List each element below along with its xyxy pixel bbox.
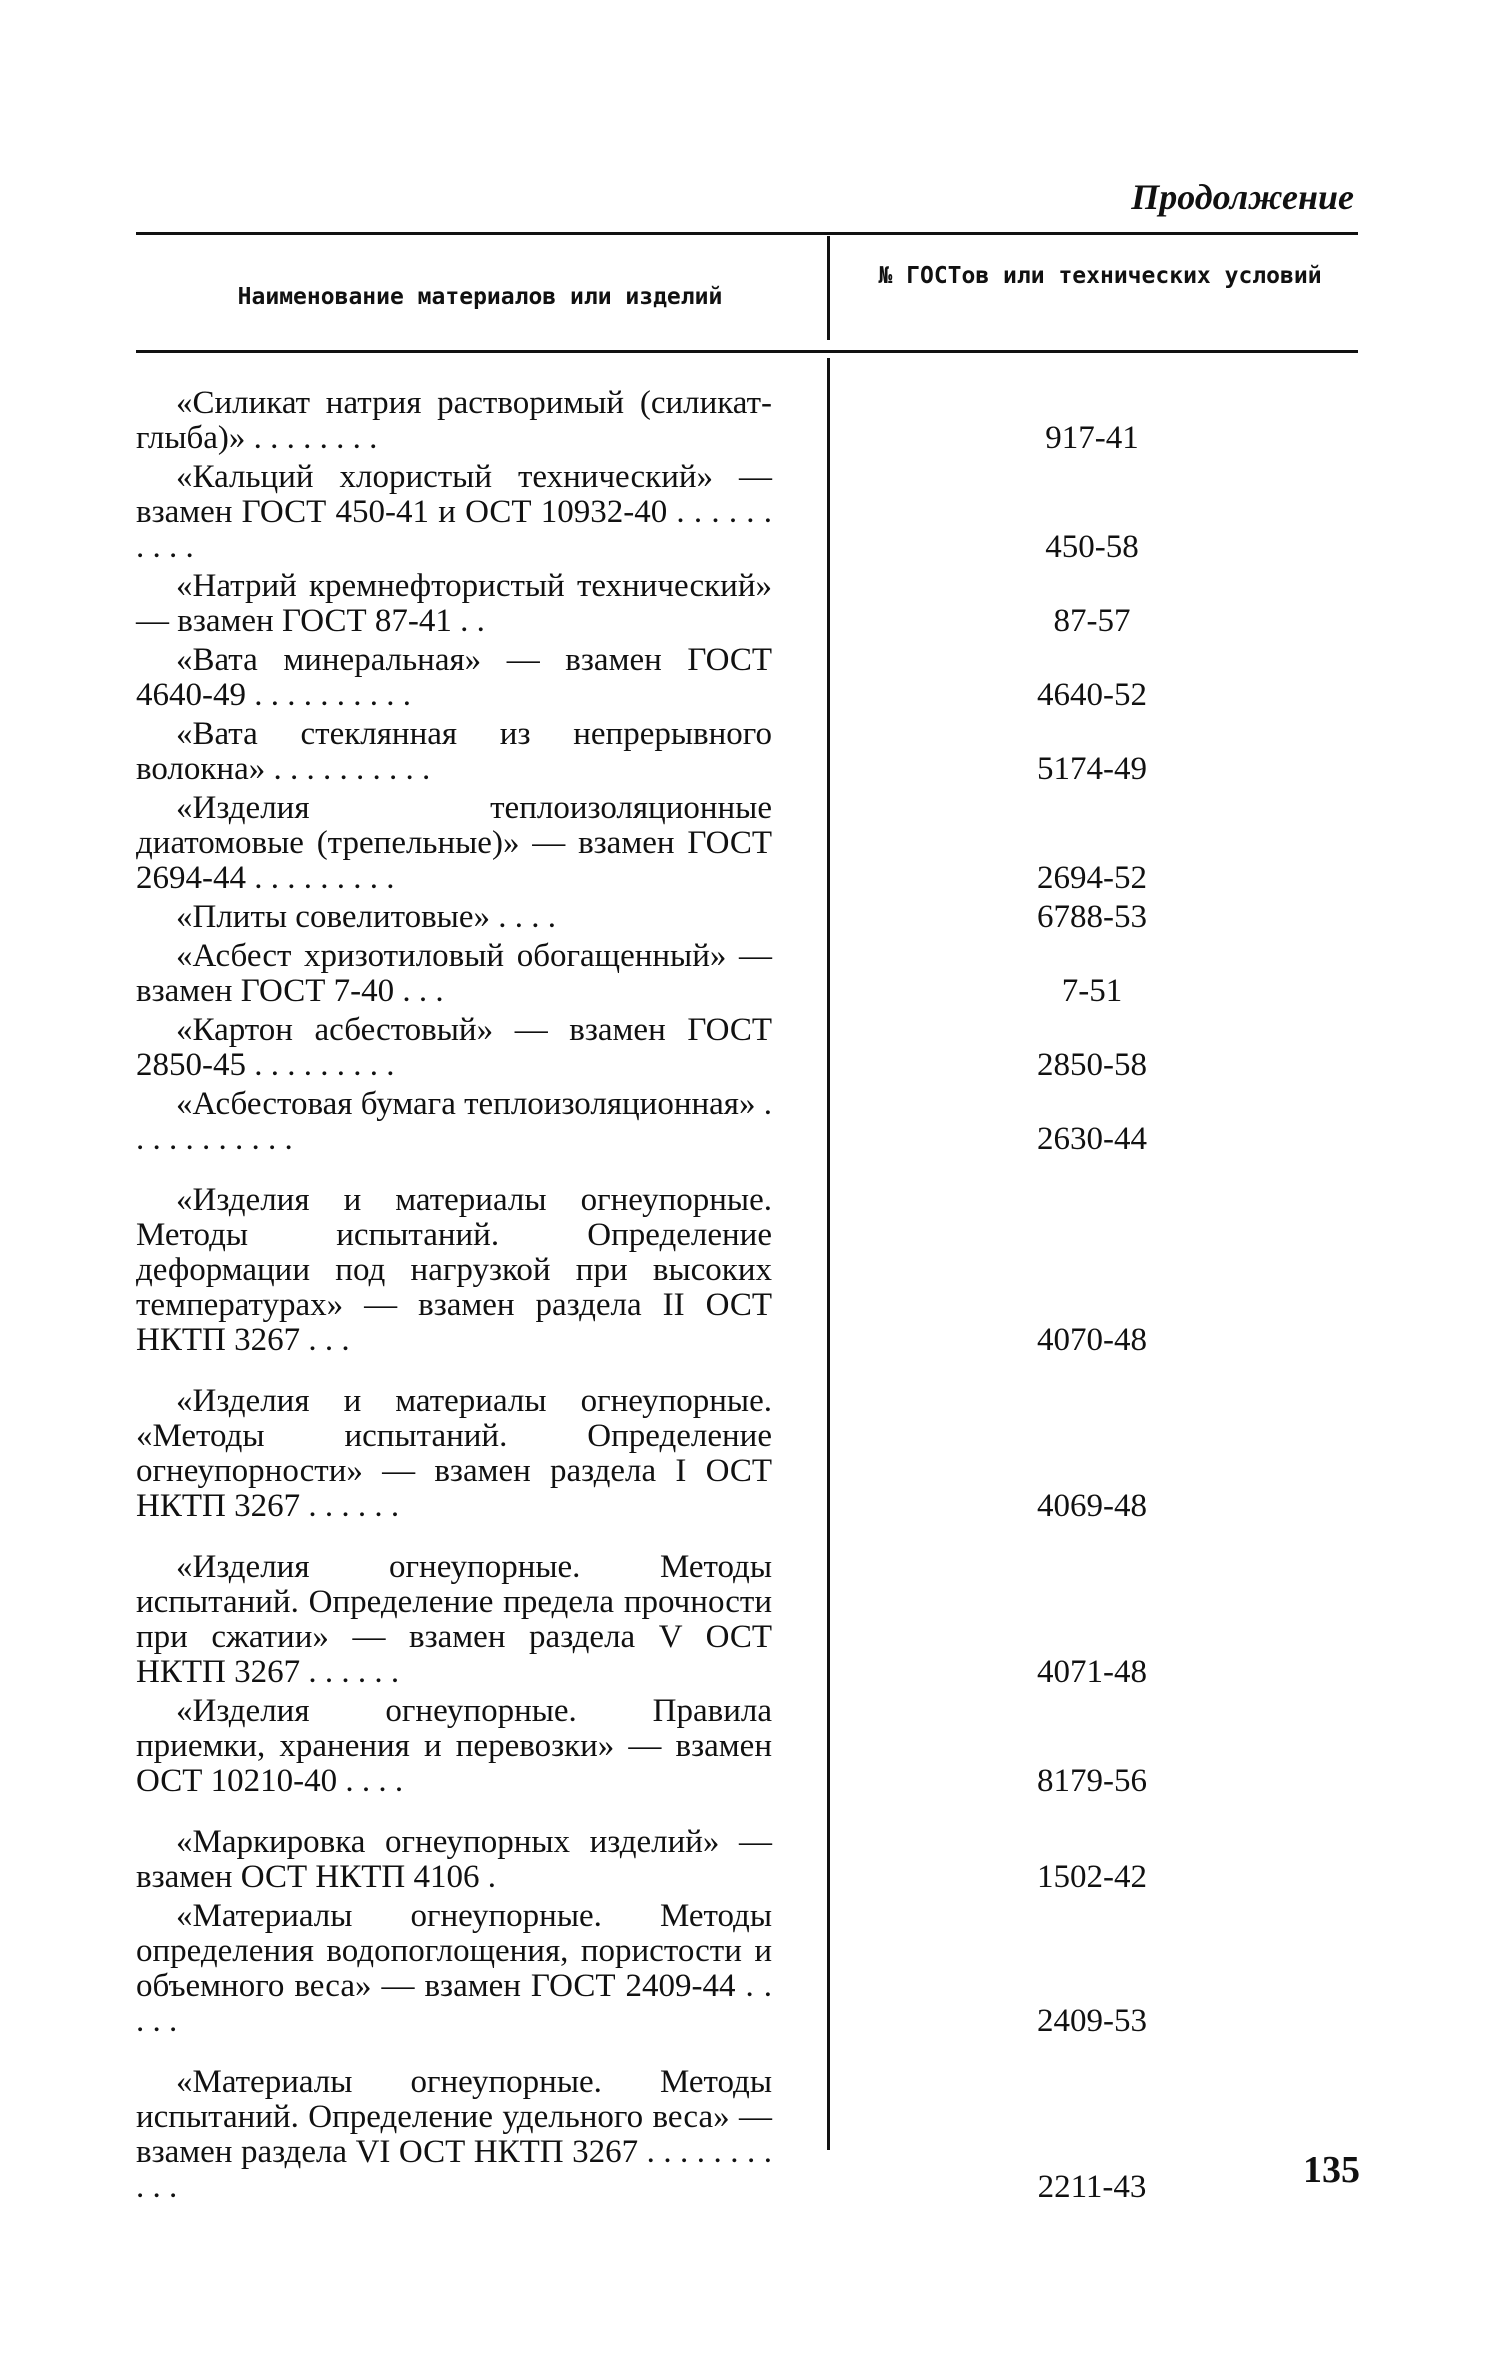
continuation-label: Продолжение bbox=[1131, 177, 1354, 217]
table-row bbox=[136, 1550, 1358, 1690]
table-row bbox=[136, 386, 1358, 456]
material-name: «Асбест хризотиловый обогащенный» — взамен ГОСТ 7-40 . . . bbox=[136, 938, 772, 1009]
gost-number: 1502-42 bbox=[1037, 1859, 1147, 1895]
gost-number: 2630-44 bbox=[1037, 1121, 1147, 1157]
material-name: «Изделия огнеупорные. Методы испытаний. Определение предела прочности при сжатии» — взамен раздела V ОСТ НКТП 3267 . . . . . . bbox=[136, 1549, 772, 1690]
table-body bbox=[136, 386, 1358, 2209]
table-row bbox=[136, 1825, 1358, 1895]
table-row bbox=[136, 460, 1358, 565]
gost-number: 4640-52 bbox=[1037, 677, 1147, 713]
table-row bbox=[136, 900, 1358, 935]
gost-number: 7-51 bbox=[1061, 973, 1123, 1009]
table-row bbox=[136, 1384, 1358, 1524]
table-row bbox=[136, 2065, 1358, 2205]
gost-number: 5174-49 bbox=[1037, 751, 1147, 787]
table-row bbox=[136, 939, 1358, 1009]
gost-number: 4069-48 bbox=[1037, 1488, 1147, 1524]
material-name: «Изделия и материалы огнеупорные. «Методы испытаний. Определение огнеупорности» — взамен раздела I ОСТ НКТП 3267 . . . . . . bbox=[136, 1383, 772, 1524]
material-name: «Вата стеклянная из непрерывного волокна» . . . . . . . . . . bbox=[136, 716, 772, 787]
material-name: «Натрий кремнефтористый технический» — взамен ГОСТ 87-41 . . bbox=[136, 568, 772, 639]
column-header-name: Наименование материалов или изделий bbox=[237, 284, 723, 310]
material-name: «Материалы огнеупорные. Методы определения водопоглощения, пористости и объемного веса» — взамен ГОСТ 2409-44 . . . . . bbox=[136, 1898, 772, 2039]
column-header-number: № ГОСТов или технических условий bbox=[878, 263, 1322, 289]
gost-number: 6788-53 bbox=[1037, 899, 1147, 935]
gost-number: 917-41 bbox=[1045, 420, 1139, 456]
material-name: «Кальций хлористый технический» — взамен ГОСТ 450-41 и ОСТ 10932-40 . . . . . . . . . . bbox=[136, 459, 772, 565]
material-name: «Силикат натрия растворимый (силикат-глыба)» . . . . . . . . bbox=[136, 385, 772, 456]
table-row bbox=[136, 569, 1358, 639]
gost-number: 2850-58 bbox=[1037, 1047, 1147, 1083]
table-row bbox=[136, 1013, 1358, 1083]
material-name: «Изделия огнеупорные. Правила приемки, хранения и перевозки» — взамен ОСТ 10210-40 . . . . bbox=[136, 1693, 772, 1799]
page-number: 135 bbox=[1303, 2149, 1360, 2191]
table-row bbox=[136, 717, 1358, 787]
table-row bbox=[136, 1183, 1358, 1358]
material-name: «Картон асбестовый» — взамен ГОСТ 2850-45 . . . . . . . . . bbox=[136, 1012, 772, 1083]
gost-number: 450-58 bbox=[1045, 529, 1139, 565]
material-name: «Плиты совелитовые» . . . . bbox=[176, 899, 556, 935]
table-row bbox=[136, 643, 1358, 713]
gost-number: 2694-52 bbox=[1037, 860, 1147, 896]
material-name: «Изделия теплоизоляционные диатомовые (трепельные)» — взамен ГОСТ 2694-44 . . . . . . . . . bbox=[136, 790, 772, 896]
table-row bbox=[136, 791, 1358, 896]
table-row bbox=[136, 1899, 1358, 2039]
gost-number: 2409-53 bbox=[1037, 2003, 1147, 2039]
gost-number: 4070-48 bbox=[1037, 1322, 1147, 1358]
material-name: «Материалы огнеупорные. Методы испытаний. Определение удельного веса» — взамен раздела VI ОСТ НКТП 3267 . . . . . . . . . . . bbox=[136, 2064, 772, 2205]
column-divider-header bbox=[827, 236, 830, 340]
material-name: «Маркировка огнеупорных изделий» — взамен ОСТ НКТП 4106 . bbox=[136, 1824, 772, 1895]
table-header-rule bbox=[136, 350, 1358, 353]
table-top-rule bbox=[136, 232, 1358, 235]
gost-number: 2211-43 bbox=[1037, 2169, 1147, 2205]
gost-number: 4071-48 bbox=[1037, 1654, 1147, 1690]
material-name: «Вата минеральная» — взамен ГОСТ 4640-49 . . . . . . . . . . bbox=[136, 642, 772, 713]
gost-number: 8179-56 bbox=[1037, 1763, 1147, 1799]
material-name: «Изделия и материалы огнеупорные. Методы испытаний. Определение деформации под нагрузкой при высоких температурах» — взамен раздела II ОСТ НКТП 3267 . . . bbox=[136, 1182, 772, 1358]
gost-number: 87-57 bbox=[1053, 603, 1131, 639]
table-row bbox=[136, 1694, 1358, 1799]
table-row bbox=[136, 1087, 1358, 1157]
material-name: «Асбестовая бумага теплоизоляционная» . . . . . . . . . . . bbox=[136, 1086, 772, 1157]
